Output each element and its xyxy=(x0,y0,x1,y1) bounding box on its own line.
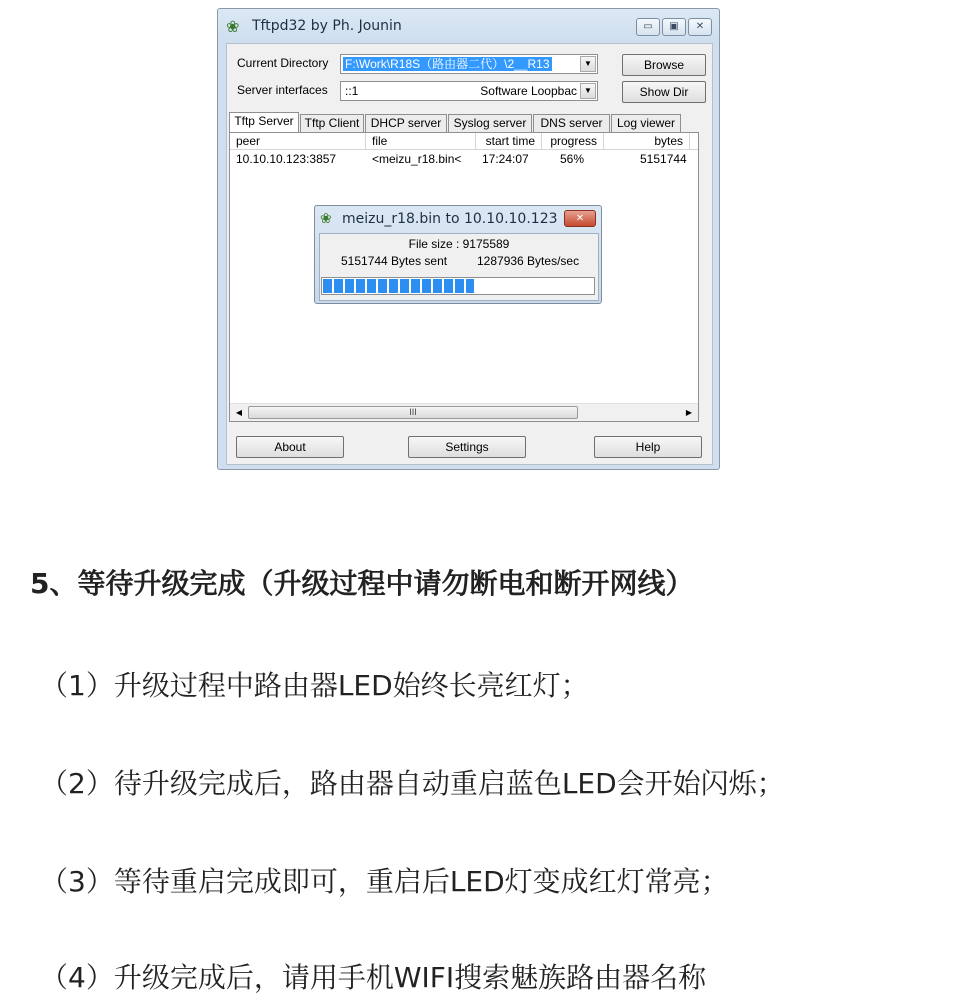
current-directory-combo[interactable] xyxy=(340,54,598,74)
settings-button[interactable]: Settings xyxy=(408,436,526,458)
dialog-close-button[interactable]: ✕ xyxy=(564,210,596,227)
row-file: <meizu_r18.bin< xyxy=(372,152,462,166)
file-size-text: File size : 9175589 xyxy=(408,237,510,251)
scroll-right-icon[interactable]: ▶ xyxy=(685,408,693,417)
tab-tftp-client[interactable]: Tftp Client xyxy=(300,114,364,132)
column-header-file[interactable]: file xyxy=(366,133,476,149)
server-interfaces-label: Server interfaces xyxy=(237,83,328,97)
app-icon: ❀ xyxy=(320,211,332,227)
maximize-button[interactable]: ▣ xyxy=(662,18,686,36)
tab-tftp-server[interactable]: Tftp Server xyxy=(229,112,299,132)
transfer-progress-bar xyxy=(321,277,595,295)
row-progress: 56% xyxy=(560,152,585,166)
dialog-title: meizu_r18.bin to 10.10.10.123 xyxy=(342,211,558,227)
current-directory-value: F:\Work\R18S（路由器二代）\2__R13 xyxy=(345,57,550,71)
row-peer: 10.10.10.123:3857 xyxy=(236,152,337,166)
bytes-sent-text: 5151744 Bytes sent xyxy=(341,254,448,268)
instruction-step-3: （3）等待重启完成即可，重启后LED灯变成红灯常亮； xyxy=(40,865,729,898)
progress-fill xyxy=(323,279,474,293)
horizontal-scrollbar[interactable] xyxy=(230,403,698,421)
server-interface-address: ::1 xyxy=(345,84,359,98)
instruction-step-4: （4）升级完成后，请用手机WIFI搜索魅族路由器名称 xyxy=(40,961,707,994)
show-dir-button[interactable]: Show Dir xyxy=(622,81,706,103)
app-icon: ❀ xyxy=(226,17,240,36)
column-header-progress[interactable]: progress xyxy=(542,133,604,149)
minimize-button[interactable]: ▭ xyxy=(636,18,660,36)
row-start-time: 17:24:07 xyxy=(482,152,529,166)
scroll-thumb[interactable]: III xyxy=(248,406,578,419)
tab-dhcp-server[interactable]: DHCP server xyxy=(365,114,447,132)
scroll-left-icon[interactable]: ◀ xyxy=(235,408,243,417)
current-directory-label: Current Directory xyxy=(237,56,329,70)
transfer-progress-dialog xyxy=(314,205,602,304)
transfer-rate-text: 1287936 Bytes/sec xyxy=(477,254,580,268)
close-button[interactable]: ✕ xyxy=(688,18,712,36)
step-heading: 5、等待升级完成（升级过程中请勿断电和断开网线） xyxy=(30,567,694,600)
column-header-peer[interactable]: peer xyxy=(230,133,366,149)
instruction-step-2: （2）待升级完成后，路由器自动重启蓝色LED会开始闪烁； xyxy=(40,767,785,800)
column-header-start-time[interactable]: start time xyxy=(476,133,542,149)
browse-button[interactable]: Browse xyxy=(622,54,706,76)
about-button[interactable]: About xyxy=(236,436,344,458)
server-interface-adapter: Software Loopbac xyxy=(480,84,577,98)
column-header-bytes[interactable]: bytes xyxy=(604,133,690,149)
table-header xyxy=(230,133,698,150)
dialog-body xyxy=(319,233,599,301)
window-title: Tftpd32 by Ph. Jounin xyxy=(252,18,402,34)
row-bytes: 5151744 xyxy=(640,152,687,166)
tab-dns-server[interactable]: DNS server xyxy=(533,114,610,132)
title-bar[interactable] xyxy=(218,9,719,43)
help-button[interactable]: Help xyxy=(594,436,702,458)
instruction-step-1: （1）升级过程中路由器LED始终长亮红灯； xyxy=(40,669,589,702)
tab-bar xyxy=(227,112,712,132)
tab-syslog-server[interactable]: Syslog server xyxy=(448,114,532,132)
tab-log-viewer[interactable]: Log viewer xyxy=(611,114,681,132)
chevron-down-icon[interactable]: ▼ xyxy=(580,83,596,99)
server-interfaces-combo[interactable] xyxy=(340,81,598,101)
chevron-down-icon[interactable]: ▼ xyxy=(580,56,596,72)
